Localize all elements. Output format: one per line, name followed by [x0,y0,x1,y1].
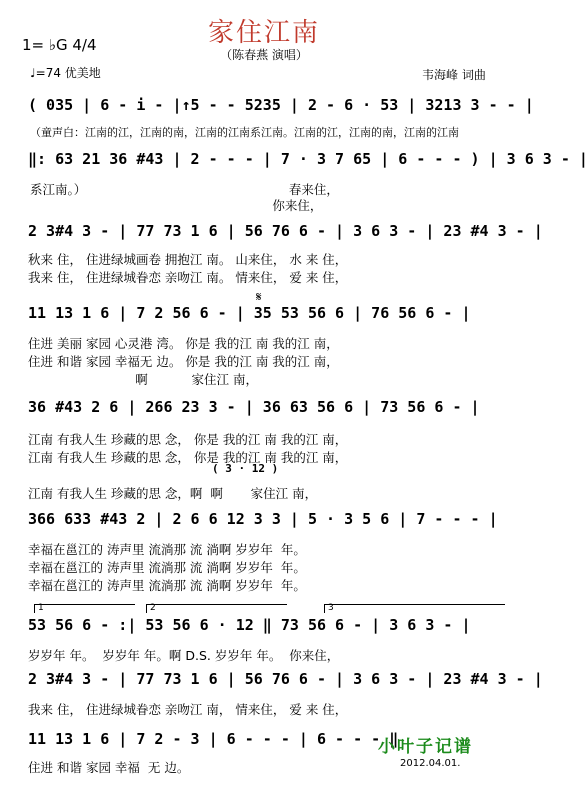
brand-logo: 小叶子记谱 [378,737,473,757]
lyric-line: 我来 住， 住进绿城眷恋 亲吻江 南， 情来住， 爱 来 住， [28,702,348,717]
tempo-marking: ♩=74 优美地 [30,66,101,80]
lyric-line: 幸福在邕江的 涛声里 流淌那 流 淌啊 岁岁年 年。 [28,542,306,557]
lyric-line: 幸福在邕江的 涛声里 流淌那 流 淌啊 岁岁年 年。 [28,560,306,575]
volta-bracket-1: 1 [34,604,135,613]
lyric-line: 你来住， [30,198,323,213]
score-line-3: 2 3#4 3 - | 77 73 1 6 | 56 76 6 - | 3 6 3 - | 23 #4 3 - | [28,222,543,240]
score-line-6: 366 633 #43 2 | 2 6 6 12 3 3 | 5 · 3 5 6 | 7 - - - | [28,510,498,528]
lyric-line: 江南 有我人生 珍藏的思 念，啊 啊 家住江 南， [28,486,318,501]
score-line-4: 11 13 1 6 | 7 2 56 6 - | 35 53 56 6 | 76 56 6 - | [28,304,471,322]
alternate-notes: ( 3 · 12 ) [212,462,279,475]
lyric-line: 江南 有我人生 珍藏的思 念， 你是 我的江 南 我的江 南， [28,432,348,447]
lyric-line: 系江南。） 春来住， [30,182,339,197]
lyric-line: 幸福在邕江的 涛声里 流淌那 流 淌啊 岁岁年 年。 [28,578,306,593]
lyric-line: 我来 住， 住进绿城眷恋 亲吻江 南。 情来住， 爱 来 住， [28,270,348,285]
score-line-9: 11 13 1 6 | 7 2 - 3 | 6 - - - | 6 - - - ‖ [28,730,399,748]
volta-bracket-2: 2 [146,604,287,613]
composer-credit: 韦海峰 词曲 [422,68,486,82]
song-title: 家住江南 [207,18,320,48]
lyric-line: 江南 有我人生 珍藏的思 念， 你是 我的江 南 我的江 南， [28,450,348,465]
lyric-line: 啊 家住江 南， [28,372,258,387]
volta-bracket-3: 3 [324,604,505,613]
key-signature: 1= ♭G 4/4 [22,36,97,54]
lyric-line: 岁岁年 年。 岁岁年 年。啊 D.S. 岁岁年 年。 你来住， [28,648,340,663]
score-line-5: 36 #43 2 6 | 266 23 3 - | 36 63 56 6 | 73 56 6 - | [28,398,480,416]
score-line-1: ( 035 | 6 - i - |↑5 - - 5235 | 2 - 6 · 53 | 3213 3 - - | [28,96,534,114]
singer-subtitle: （陈春燕 演唱） [220,48,308,62]
lyric-line: 住进 和谐 家园 幸福无 边。 你是 我的江 南 我的江 南， [28,354,339,369]
lyric-line: 秋来 住， 住进绿城画卷 拥抱江 南。 山来住， 水 来 住， [28,252,348,267]
segno-icon: 𝄋 [256,290,262,305]
lyric-line: 住进 美丽 家园 心灵港 湾。 你是 我的江 南 我的江 南， [28,336,339,351]
date-stamp: 2012.04.01. [400,758,461,769]
score-line-7: 53 56 6 - :| 53 56 6 · 12 ‖ 73 56 6 - | 3 6 3 - | [28,616,471,634]
score-line-2: ‖: 63 21 36 #43 | 2 - - - | 7 · 3 7 65 | 6 - - - ) | 3 6 3 - | [28,150,588,168]
lyric-line: 住进 和谐 家园 幸福 无 边。 [28,760,190,775]
score-line-8: 2 3#4 3 - | 77 73 1 6 | 56 76 6 - | 3 6 3 - | 23 #4 3 - | [28,670,543,688]
lyric-line: （童声白：江南的江，江南的南，江南的江南系江南。江南的江，江南的南，江南的江南 [30,126,459,139]
